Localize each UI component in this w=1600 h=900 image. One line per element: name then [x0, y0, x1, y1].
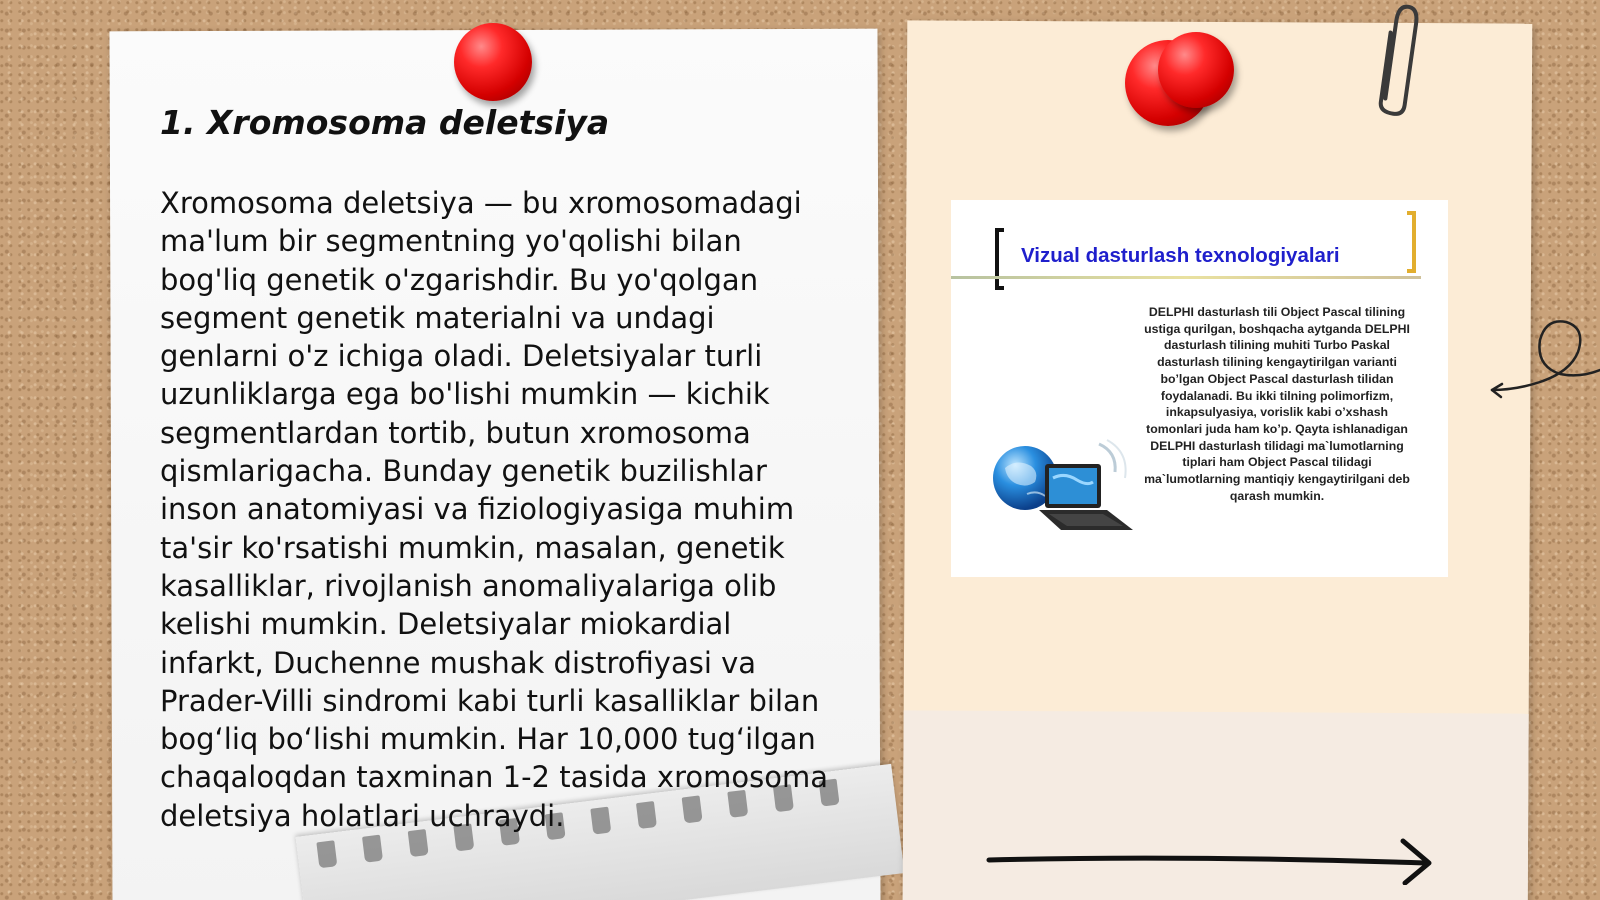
- slide-bracket-right: [1407, 211, 1416, 273]
- slide-body-text: DELPHI dasturlash tili Object Pascal tilining ustiga qurilgan, boshqacha aytganda DELPHI dasturlash tilining muhiti Turbo Paskal dasturlash tilining kengaytirilgan varianti bo’lgan Object Pascal dasturlash tilidan foydalanadi. Bu ikki tilning polimorfizm, inkapsulyasiya, vorislik kabi o’xshash tomonlari juda ham ko’p. Qayta ishlanadigan DELPHI dasturlash tilidagi ma`lumotlarning tiplari ham Object Pascal tilidagi ma`lumotlarning mantiqiy kengaytirilgani deb qarash mumkin.: [1144, 305, 1410, 503]
- scribble-doodle: [1482, 310, 1600, 410]
- document-title: 1. Xromosoma deletsiya: [160, 103, 610, 142]
- push-pin-icon: [454, 23, 532, 101]
- slide-title-underline: [951, 276, 1421, 279]
- document-body-text: Xromosoma deletsiya — bu xromosomadagi ma'lum bir segmentning yo'qolishi bilan bog'liq genetik o'zgarishdir. Bu yo'qolgan segment genetik materialni va undagi genlarni o'z ichiga oladi. Deletsiyalar turli uzunliklarga ega bo'lishi mumkin — kichik segmentlardan tortib, butun xromosoma qismlarigacha. Bunday genetik buzilishlar inson anatomiyasi va fiziologiyasiga muhim ta'sir ko'rsatishi mumkin, masalan, genetik kasalliklar, rivojlanish anomaliyalariga olib kelishi mumkin. Deletsiyalar miokardial infarkt, Duchenne mushak distrofiyasi va Prader-Villi sindromi kabi turli kasalliklar bilan bog‘liq bo‘lishi mumkin. Har 10,000 tug‘ilgan chaqaloqdan taxminan 1-2 tasida xromosoma deletsiya holatlari uchraydi.: [160, 186, 828, 833]
- push-pin-icon: [1158, 32, 1234, 108]
- spiral-hole: [362, 835, 383, 863]
- globe-laptop-icon: [991, 438, 1141, 548]
- embedded-slide: [951, 200, 1448, 577]
- slide-bracket-left: [995, 228, 1004, 290]
- arrow-right-icon: [985, 835, 1445, 885]
- spiral-hole: [316, 840, 337, 868]
- slide-title: Vizual dasturlash texnologiyalari: [1021, 244, 1340, 267]
